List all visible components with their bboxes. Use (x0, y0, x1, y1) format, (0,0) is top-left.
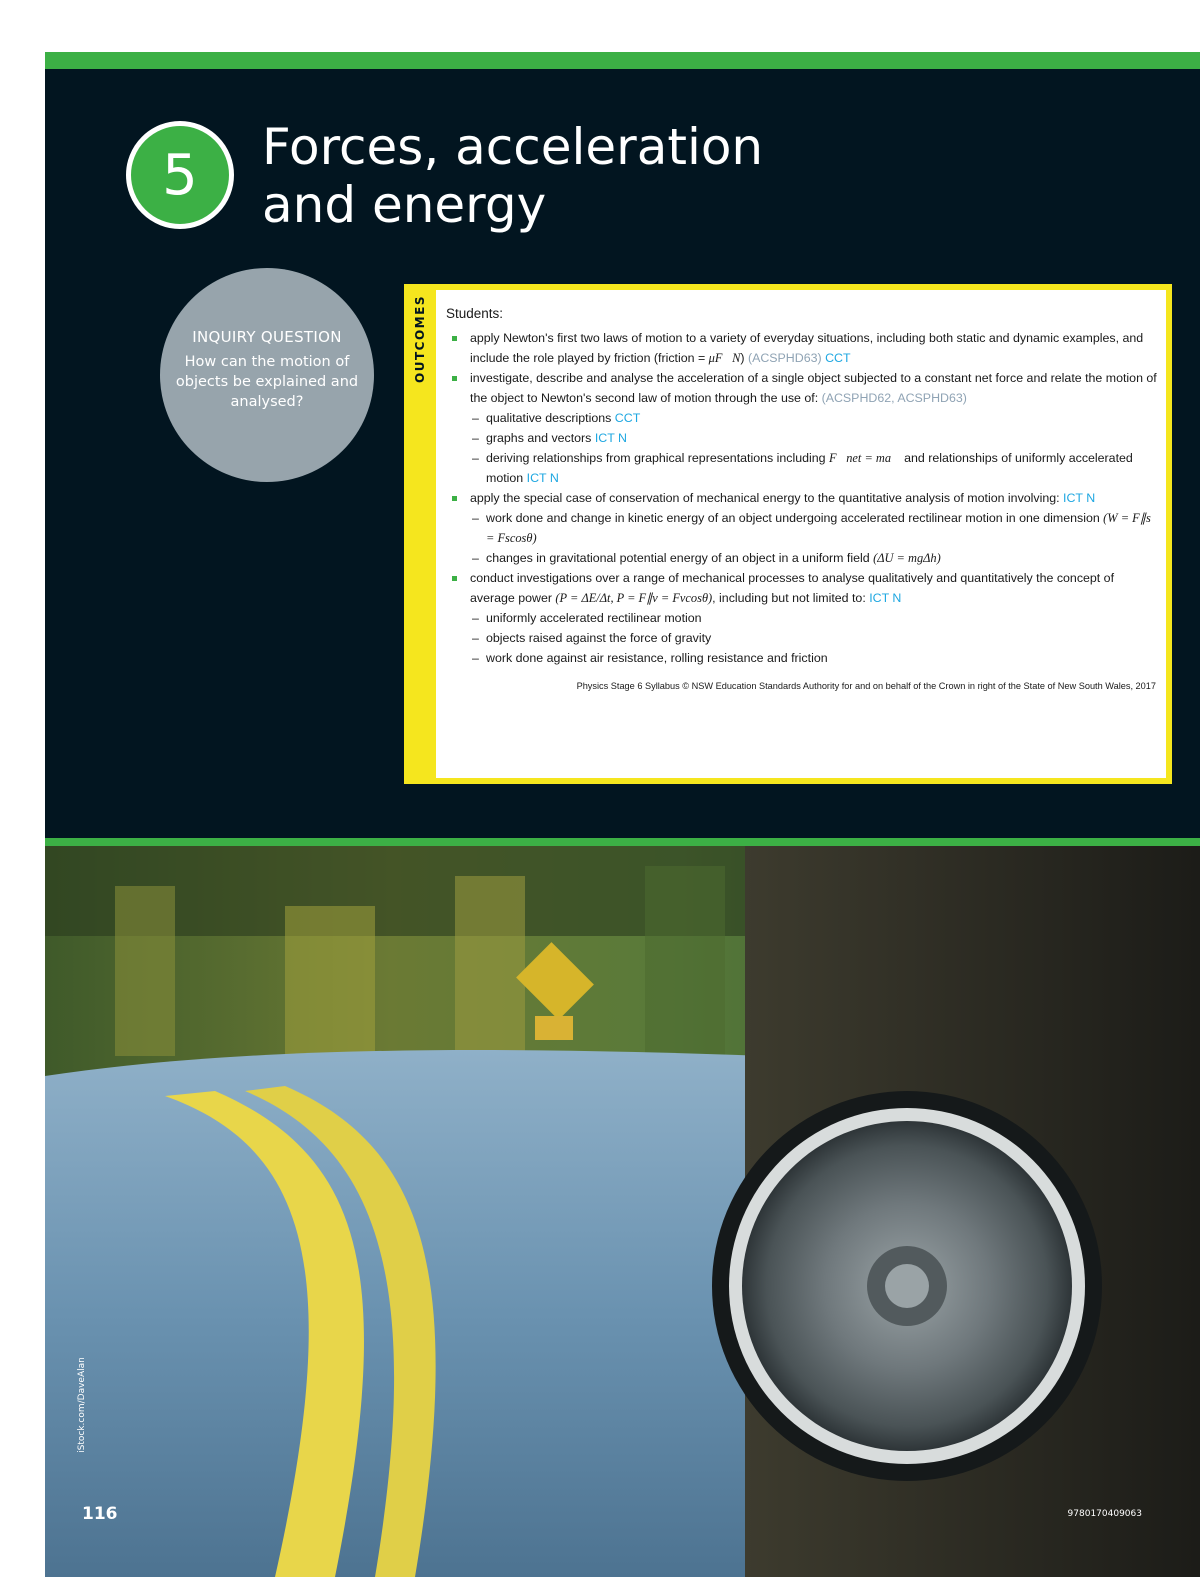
outcome-subitem: – work done against air resistance, rolling resistance and friction (446, 648, 1158, 668)
chapter-photo (45, 846, 1200, 1577)
capability-tag: ICT N (1063, 491, 1096, 505)
photo-credit: iStock.com/DaveAlan (77, 1357, 87, 1453)
capability-tag: ICT N (869, 591, 902, 605)
page-number: 116 (82, 1504, 118, 1524)
outcome-item: apply Newton's first two laws of motion to a variety of everyday situations, including both static and dynamic examples, and include the role played by friction (friction = μF⃗N) (ACSPHD63) CCT (446, 328, 1158, 368)
outcome-subitem: – work done and change in kinetic energy of an object undergoing accelerated rectilinear motion in one dimension (W = F∥s = Fscosθ) (446, 508, 1158, 548)
outcome-subitem: – objects raised against the force of gravity (446, 628, 1158, 648)
inquiry-question-circle (160, 268, 374, 482)
outcome-item: conduct investigations over a range of mechanical processes to analyse qualitatively and quantitatively the concept of average power (P = ΔE/Δt, P = F∥v = Fvcosθ), including but not limited to: ICT N (446, 568, 1158, 608)
capability-tag: ICT N (594, 431, 627, 445)
outcomes-label: OUTCOMES (413, 295, 427, 383)
chapter-title-line2: and energy (262, 176, 547, 234)
photo-accent-bar (45, 838, 1200, 846)
chapter-number-badge (126, 121, 234, 229)
outcomes-intro: Students: (446, 306, 504, 321)
inquiry-heading: INQUIRY QUESTION (192, 328, 342, 346)
capability-tag: ICT N (526, 471, 559, 485)
outcome-subitem: – graphs and vectors ICT N (446, 428, 1158, 448)
outcome-subitem: – deriving relationships from graphical representations including F⃗net = ma⃗ and relationships of uniformly accelerated motion ICT N (446, 448, 1158, 488)
capability-tag: CCT (614, 411, 641, 425)
outcomes-box (404, 284, 1172, 784)
outcome-subitem: – uniformly accelerated rectilinear motion (446, 608, 1158, 628)
chapter-title (262, 118, 862, 234)
capability-tag: CCT (825, 351, 851, 365)
outcome-subitem: – changes in gravitational potential energy of an object in a uniform field (ΔU = mgΔh) (446, 548, 1158, 568)
top-accent-bar (45, 52, 1200, 69)
chapter-title-line1: Forces, acceleration (262, 118, 764, 176)
inquiry-question: How can the motion of objects be explained and analysed? (175, 354, 359, 410)
outcomes-content (436, 290, 1166, 778)
car-wheel-road-image (45, 846, 1200, 1577)
syllabus-credit: Physics Stage 6 Syllabus © NSW Education Standards Authority for and on behalf of the Crown in right of the State of New South Wales, 2017 (576, 681, 1156, 691)
outcome-item: investigate, describe and analyse the acceleration of a single object subjected to a constant net force and relate the motion of the object to Newton's second law of motion through the use of: (ACSPHD62, ACSPHD63) (446, 368, 1158, 408)
isbn: 9780170409063 (1067, 1509, 1142, 1519)
outcome-item: apply the special case of conservation of mechanical energy to the quantitative analysis of motion involving: ICT N (446, 488, 1158, 508)
outcome-subitem: – qualitative descriptions CCT (446, 408, 1158, 428)
chapter-number: 5 (162, 142, 198, 208)
